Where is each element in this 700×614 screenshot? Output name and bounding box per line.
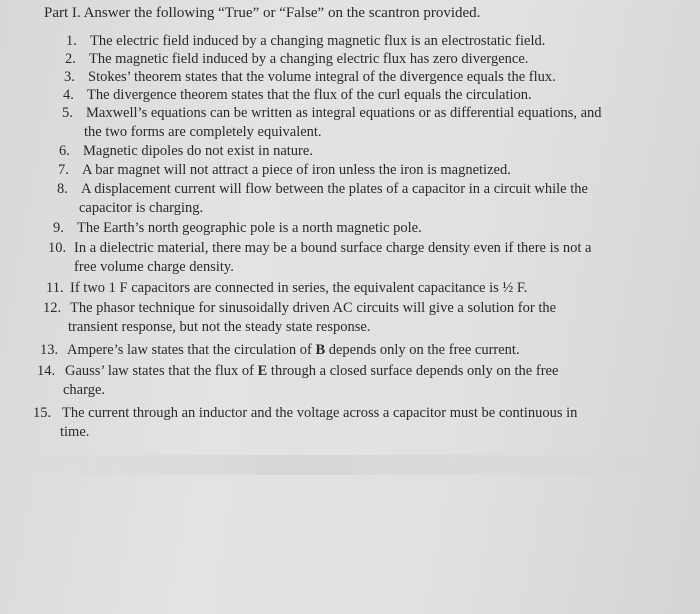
question-number: 8.: [57, 181, 68, 197]
question-number: 11.: [46, 280, 64, 296]
question-number: 5.: [62, 105, 73, 121]
question-number: 9.: [53, 220, 64, 236]
question-number: 14.: [37, 363, 56, 379]
question-text-continued: the two forms are completely equivalent.: [84, 124, 322, 140]
question-number: 6.: [59, 143, 70, 159]
question-text: If two 1 F capacitors are connected in series, the equivalent capacitance is ½ F.: [70, 280, 528, 296]
question-number: 15.: [33, 405, 52, 421]
question-text: The electric field induced by a changing magnetic flux is an electrostatic field.: [90, 33, 546, 49]
question-text-continued: capacitor is charging.: [79, 200, 204, 216]
question-text: Ampere’s law states that the circulation of B depends only on the free current.: [67, 342, 520, 358]
question-number: 1.: [66, 33, 77, 49]
question-number: 13.: [40, 342, 59, 358]
question-text-continued: free volume charge density.: [74, 259, 234, 275]
question-number: 12.: [43, 300, 62, 316]
question-text: The divergence theorem states that the flux of the curl equals the circulation.: [87, 87, 532, 103]
question-text: The phasor technique for sinusoidally driven AC circuits will give a solution for the: [70, 300, 557, 316]
question-number: 10.: [48, 240, 67, 256]
question-text: Stokes’ theorem states that the volume integral of the divergence equals the flux.: [88, 69, 556, 85]
question-text: Gauss’ law states that the flux of E through a closed surface depends only on the free: [65, 363, 559, 379]
section-header: Part I. Answer the following “True” or “False” on the scantron provided.: [44, 5, 481, 21]
question-number: 3.: [64, 69, 75, 85]
question-number: 2.: [65, 51, 76, 67]
question-text: A displacement current will flow between the plates of a capacitor in a circuit while the: [81, 181, 588, 197]
question-text: Magnetic dipoles do not exist in nature.: [83, 143, 313, 159]
question-text-continued: transient response, but not the steady state response.: [68, 319, 371, 335]
question-text: A bar magnet will not attract a piece of iron unless the iron is magnetized.: [82, 162, 511, 178]
question-text: Maxwell’s equations can be written as integral equations or as differential equations, and: [86, 105, 602, 121]
question-text: The Earth’s north geographic pole is a north magnetic pole.: [77, 220, 422, 236]
bleed-through-shadow: [30, 455, 690, 475]
question-number: 7.: [58, 162, 69, 178]
question-text-continued: charge.: [63, 382, 105, 398]
question-text: The magnetic field induced by a changing electric flux has zero divergence.: [89, 51, 529, 67]
question-text: The current through an inductor and the voltage across a capacitor must be continuous in: [62, 405, 578, 421]
question-text-continued: time.: [60, 424, 90, 440]
question-number: 4.: [63, 87, 74, 103]
question-text: In a dielectric material, there may be a bound surface charge density even if there is not a: [74, 240, 592, 256]
